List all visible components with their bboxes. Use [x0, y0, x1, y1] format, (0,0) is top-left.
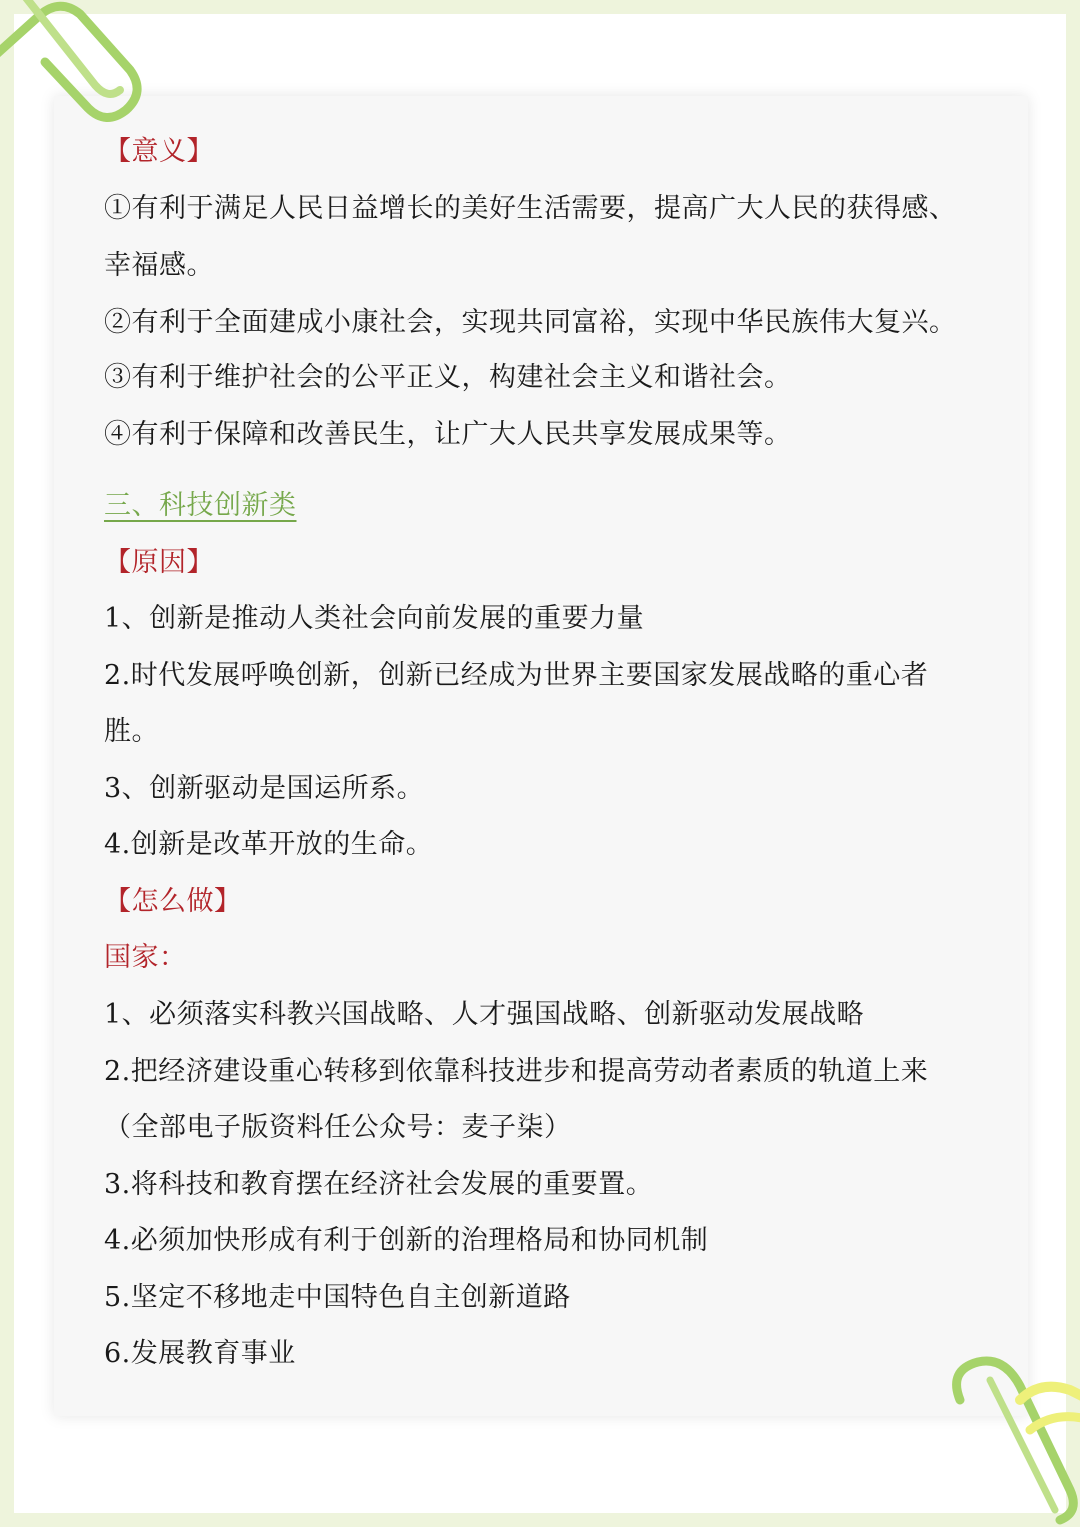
significance-item-continuation: 幸福感。	[104, 250, 214, 281]
country-item: 4.必须加快形成有利于创新的治理格局和协同机制	[104, 1225, 709, 1256]
reason-item: 2.时代发展呼唤创新，创新已经成为世界主要国家发展战略的重心者	[104, 660, 929, 691]
reason-item: 3、创新驱动是国运所系。	[104, 773, 425, 804]
paperclip-bottom-right-icon	[920, 1340, 1080, 1527]
country-item: 6.发展教育事业	[104, 1338, 296, 1369]
paperclip-top-left-icon	[0, 0, 170, 150]
reasons-heading: 【原因】	[104, 547, 214, 578]
significance-item: ④有利于保障和改善民生，让广大人民共享发展成果等。	[104, 419, 792, 450]
country-item: 5.坚定不移地走中国特色自主创新道路	[104, 1282, 571, 1313]
reason-item: 1、创新是推动人类社会向前发展的重要力量	[104, 603, 645, 634]
country-label: 国家：	[104, 942, 187, 973]
country-item: 1、必须落实科教兴国战略、人才强国战略、创新驱动发展战略	[104, 999, 865, 1030]
significance-heading: 【意义】	[104, 136, 214, 167]
significance-item: ①有利于满足人民日益增长的美好生活需要，提高广大人民的获得感、	[104, 193, 957, 224]
how-heading: 【怎么做】	[104, 886, 242, 917]
country-item: 3.将科技和教育摆在经济社会发展的重要置。	[104, 1169, 654, 1200]
country-item: 2.把经济建设重心转移到依靠科技进步和提高劳动者素质的轨道上来	[104, 1056, 929, 1087]
paper-sheet	[54, 96, 1028, 1416]
reason-item: 4.创新是改革开放的生命。	[104, 829, 434, 860]
country-item-note: （全部电子版资料任公众号：麦子柒）	[104, 1112, 572, 1143]
reason-item-continuation: 胜。	[104, 716, 159, 747]
section-title: 三、科技创新类	[104, 490, 297, 521]
significance-item: ②有利于全面建成小康社会，实现共同富裕，实现中华民族伟大复兴。	[104, 307, 957, 338]
significance-item: ③有利于维护社会的公平正义，构建社会主义和谐社会。	[104, 362, 792, 393]
